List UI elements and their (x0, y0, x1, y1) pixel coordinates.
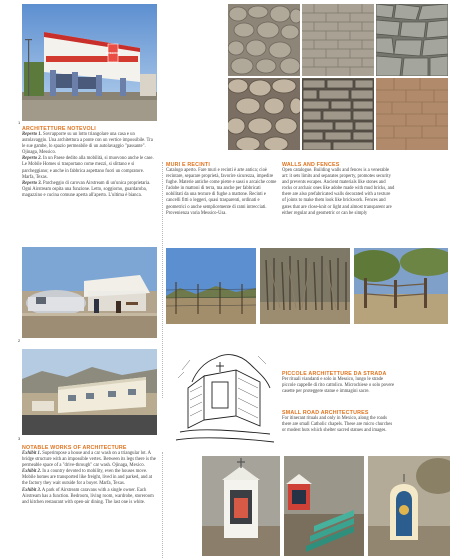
reperto-3: Reperto 3. Parcheggio di carovan Airstream di un'unica proprietaria. Ogni Airstream ospita una funzione. Letto, soggiorno, guardaroba, magazzino e cucina comune aperta all'aperto. L'ultima è bianca. (22, 180, 151, 198)
photo-brick-wall (302, 4, 374, 76)
photo-branch-fence (260, 248, 350, 324)
column-rule-1 (162, 162, 163, 398)
photo-number-1: 1 (18, 120, 21, 125)
text-small-road-architectures: For itinerant rituals and only in Mexico, along the roads there are small Catholic chapels. These are micro churches or modest huts which shelter sacred statues and images. (282, 416, 393, 434)
heading-walls-and-fences: WALLS AND FENCES (282, 162, 340, 168)
photo-stone-wall-2 (376, 4, 448, 76)
text-piccole-architetture: Per rituali viandanti e solo in Messico, lungo le strade piccole cappelle di rito cattolico. Microchiese o solo povere casette per proteggere statue e immagini sacre. (282, 377, 395, 395)
photo-wooden-gate (354, 248, 448, 324)
photo-river-rock-wall (228, 78, 300, 150)
text-walls-and-fences: Open catalogue. Building walls and fences is a venerable art: it sets limits and separates property, promotes security and prevents escapes. Ancient materials like stones and rocks or archaic ones like adobe made with mud bricks, and there are also prefabricated walls decorated with a texture of joints to make them look like brickwork. Fences and gates that are close-knit or light and almost transparent are either regular and geometric or can be simply (282, 168, 395, 216)
reperto-1: Reperto 1. Sovrapporre su un lotto triangolare una casa e un autolavaggio. Una architettura a ponte con un vertice impossibile. Tra le sue gambe, lo spazio permeabile di un autolavaggio "passante". Ojinaga, Messico. (22, 132, 153, 156)
photo-wire-fence (166, 248, 256, 324)
reperto-2: Reperto 2. In un Paese dedito alla mobilità, si muovono anche le case. Le Mobile Homes si trasportano come mezzi, si slittano e si parcheggiano; e anche in fabbrica aspettano fuori un compratore. Marfa, Texas. (22, 156, 154, 180)
text-architetture-notevoli (22, 132, 157, 199)
photo-adobe-wall (376, 78, 448, 150)
photo-chapel-steps (284, 456, 364, 556)
photo-yellow-chapel (368, 456, 450, 556)
exhibit-1: Exhibit 1. Superimpose a house and a car wash on a triangular lot. A bridge structure with an impossible vertex. Between its legs there is the permeable space of a "drive-through" car wash. Ojinaga, Mexico. (22, 451, 156, 469)
heading-piccole-architetture: PICCOLE ARCHITETTURE DA STRADA (282, 371, 387, 377)
photo-flat-stone-wall (302, 78, 374, 150)
photo-airstream-caravans (22, 247, 157, 338)
column-rule-2 (162, 452, 163, 558)
photo-stone-wall-1 (228, 4, 300, 76)
photo-mobile-home (22, 349, 157, 435)
freedom-sign-text: FREEDOM (106, 52, 120, 55)
text-muri-e-recinti: Catalogo aperto. Fare muri e recinti è arte antica; cioè recintare, separare proprietà, favorire sicurezza, impedire fughe. Materie antiche come pietre e sassi o arcaiche come l'adobe in mattoni di terra, ma anche per fabbricati nobilitati da una texture di fughe a mattone. Recinti e cancelli fitti o leggeri, quasi trasparenti, ordinati e geometrici o anche semplicemente di rami intrecciati. Provenienza varia Messico-Usa. (166, 168, 277, 216)
photo-white-chapel (202, 456, 280, 556)
heading-muri-e-recinti: MURI E RECINTI (166, 162, 210, 168)
exhibit-2: Exhibit 2. In a country devoted to mobility, even the houses move. Mobile homes are transported like freight, lived in and parked, and at the factory they wait outside for a buyer. Marfa, Texas. (22, 469, 153, 487)
drawing-roadside-chapel (170, 342, 278, 450)
photo-number-2: 2 (18, 338, 21, 343)
heading-architetture-notevoli: ARCHITETTURE NOTEVOLI (22, 126, 96, 132)
photo-number-3: 3 (18, 436, 21, 441)
photo-car-wash (22, 4, 157, 121)
heading-small-road-architectures: SMALL ROAD ARCHITECTURES (282, 410, 369, 416)
exhibit-3: Exhibit 3. A park of Airstream caravans with a single owner. Each Airstream has a function. Bedroom, living room, wardrobe, storeroom and kitchen restaurant with open-air dining. The last one is white. (22, 487, 154, 505)
heading-notable-works: NOTABLE WORKS OF ARCHITECTURE (22, 445, 127, 451)
text-notable-works (22, 451, 157, 506)
